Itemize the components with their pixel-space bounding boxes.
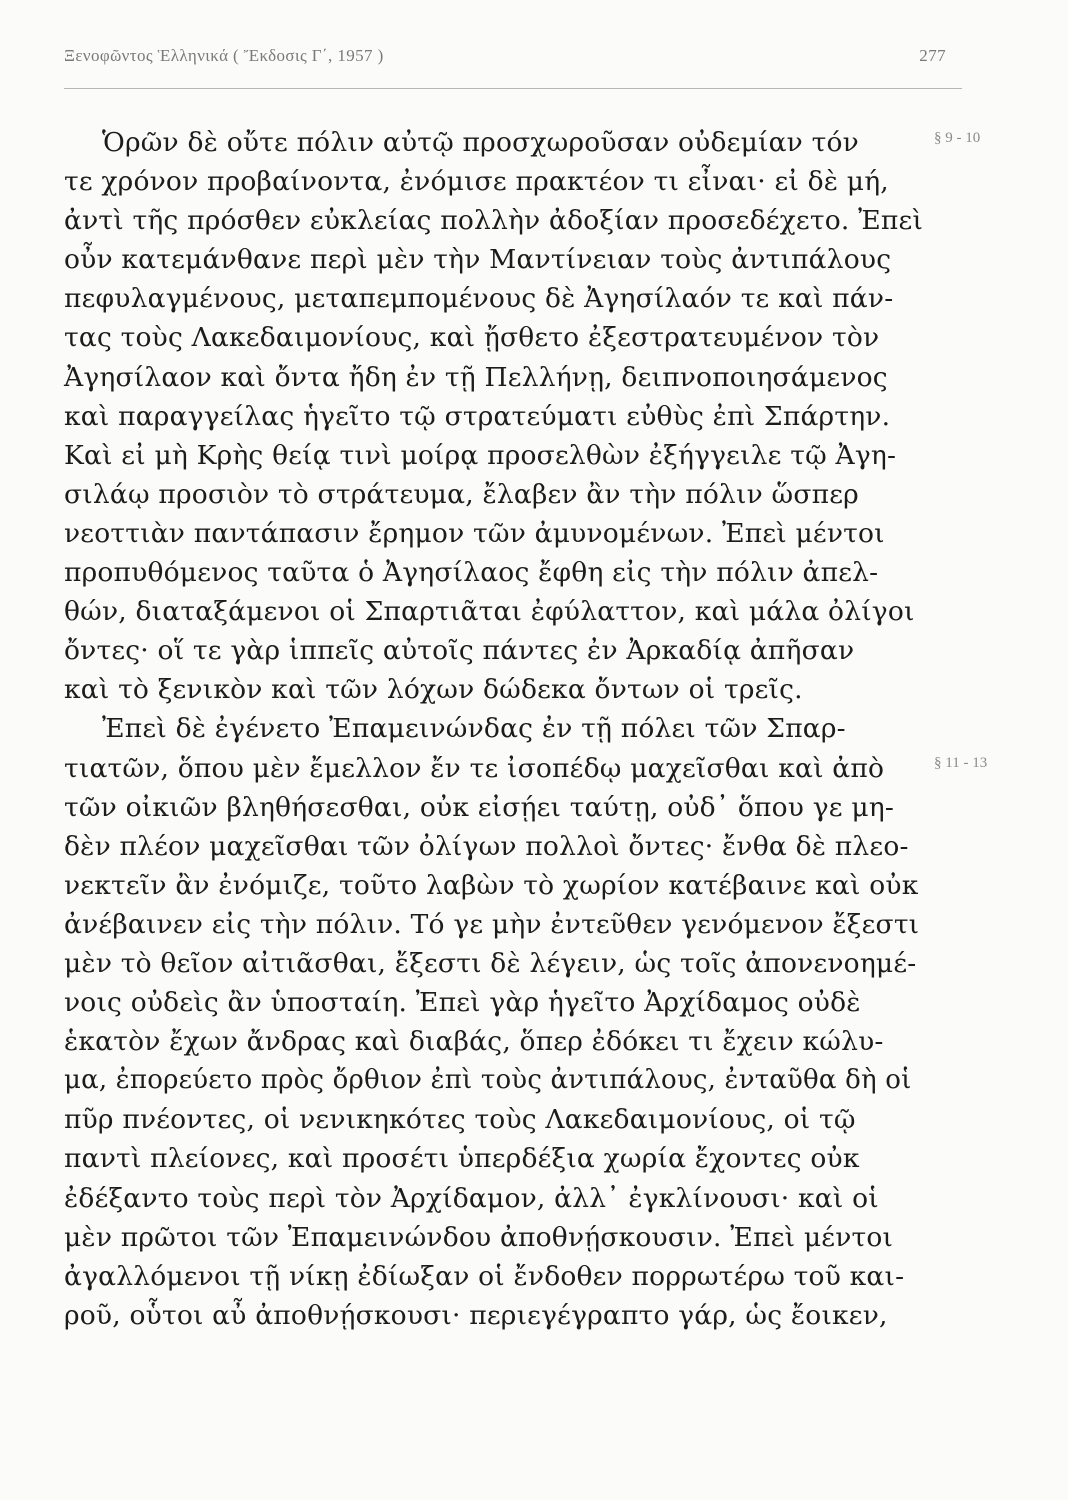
text-line: νεκτεῖν ἂν ἐνόμιζε, τοῦτο λαβὼν τὸ χωρίον κατέβαινε καὶ οὐκ bbox=[64, 869, 919, 901]
text-line: οὖν κατεμάνθανε περὶ μὲν τὴν Μαντίνειαν τοὺς ἀντιπάλους bbox=[64, 244, 892, 276]
text-line: ἐδέξαντο τοὺς περὶ τὸν Ἀρχίδαμον, ἀλλ᾽ ἐγκλίνουσι· καὶ οἱ bbox=[64, 1182, 879, 1214]
text-line: δὲν πλέον μαχεῖσθαι τῶν ὀλίγων πολλοὶ ὄντες· ἔνθα δὲ πλεο- bbox=[64, 830, 909, 862]
text-line: ἑκατὸν ἔχων ἄνδρας καὶ διαβάς, ὅπερ ἐδόκει τι ἔχειν κώλυ- bbox=[64, 1026, 884, 1058]
text-line: μὲν τὸ θεῖον αἰτιᾶσθαι, ἔξεστι δὲ λέγειν, ὡς τοῖς ἀπονενοημέ- bbox=[64, 947, 917, 979]
section-marker: § 9 - 10 bbox=[934, 130, 981, 146]
section-marker: § 11 - 13 bbox=[934, 755, 988, 771]
text-line: τῶν οἰκιῶν βληθήσεσθαι, οὐκ εἰσῄει ταύτῃ, οὐδ᾽ ὅπου γε μη- bbox=[64, 791, 894, 823]
header-rule bbox=[64, 88, 962, 89]
text-line: θών, διαταξάμενοι οἱ Σπαρτιᾶται ἐφύλαττον, καὶ μάλα ὀλίγοι bbox=[64, 596, 915, 628]
text-line: παντὶ πλείονες, καὶ προσέτι ὑπερδέξια χωρία ἔχοντες οὐκ bbox=[64, 1143, 860, 1175]
text-line: σιλάῳ προσιὸν τὸ στράτευμα, ἔλαβεν ἂν τὴν πόλιν ὥσπερ bbox=[64, 478, 859, 510]
text-line: τιατῶν, ὅπου μὲν ἔμελλον ἔν τε ἰσοπέδῳ μαχεῖσθαι καὶ ἀπὸ bbox=[64, 752, 885, 784]
text-line: ἀνέβαινεν εἰς τὴν πόλιν. Τό γε μὴν ἐντεῦθεν γενόμενον ἔξεστι bbox=[64, 908, 920, 940]
running-header bbox=[64, 46, 996, 76]
text-line: πῦρ πνέοντες, οἱ νενικηκότες τοὺς Λακεδαιμονίους, οἱ τῷ bbox=[64, 1104, 856, 1136]
text-line: Ἐπεὶ δὲ ἐγένετο Ἐπαμεινώνδας ἐν τῇ πόλει τῶν Σπαρ- bbox=[102, 713, 846, 745]
text-line: μα, ἐπορεύετο πρὸς ὄρθιον ἐπὶ τοὺς ἀντιπάλους, ἐνταῦθα δὴ οἱ bbox=[64, 1065, 912, 1096]
text-line: Καὶ εἰ μὴ Κρὴς θείᾳ τινὶ μοίρᾳ προσελθὼν ἐξήγγειλε τῷ Ἀγη- bbox=[64, 439, 897, 471]
text-line: προπυθόμενος ταῦτα ὁ Ἀγησίλαος ἔφθη εἰς τὴν πόλιν ἀπελ- bbox=[64, 557, 879, 589]
text-line: μὲν πρῶτοι τῶν Ἐπαμεινώνδου ἀποθνῄσκουσιν. Ἐπεὶ μέντοι bbox=[64, 1221, 894, 1253]
text-line: πεφυλαγμένους, μεταπεμπομένους δὲ Ἀγησίλαόν τε καὶ πάν- bbox=[64, 283, 894, 315]
text-block bbox=[64, 123, 924, 1335]
running-title: Ξενοφῶντος Ἑλληνικά ( Ἔκδοσις Γ΄, 1957 ) bbox=[64, 46, 384, 65]
text-line: νεοττιὰν παντάπασιν ἔρημον τῶν ἀμυνομένων. Ἐπεὶ μέντοι bbox=[64, 517, 885, 549]
text-line: καὶ παραγγείλας ἡγεῖτο τῷ στρατεύματι εὐθὺς ἐπὶ Σπάρτην. bbox=[64, 400, 891, 432]
text-line: τε χρόνον προβαίνοντα, ἐνόμισε πρακτέον τι εἶναι· εἰ δὲ μή, bbox=[64, 166, 889, 198]
text-line: Ὁρῶν δὲ οὔτε πόλιν αὐτῷ προσχωροῦσαν οὐδεμίαν τόν bbox=[102, 127, 859, 158]
text-line: ὄντες· οἵ τε γὰρ ἱππεῖς αὐτοῖς πάντες ἐν Ἀρκαδίᾳ ἀπῆσαν bbox=[64, 635, 855, 667]
text-line: ἀντὶ τῆς πρόσθεν εὐκλείας πολλὴν ἀδοξίαν προσεδέχετο. Ἐπεὶ bbox=[64, 205, 924, 237]
text-line: τας τοὺς Λακεδαιμονίους, καὶ ᾔσθετο ἐξεστρατευμένον τὸν bbox=[64, 322, 880, 354]
text-line: ἀγαλλόμενοι τῇ νίκῃ ἐδίωξαν οἱ ἔνδοθεν πορρωτέρω τοῦ και- bbox=[64, 1260, 905, 1292]
page-number: 277 bbox=[919, 46, 946, 65]
text-line: ροῦ, οὗτοι αὖ ἀποθνῄσκουσι· περιεγέγραπτο γάρ, ὡς ἔοικεν, bbox=[64, 1299, 888, 1331]
text-line: Ἀγησίλαον καὶ ὄντα ἤδη ἐν τῇ Πελλήνῃ, δειπνοποιησάμενος bbox=[64, 361, 888, 393]
text-line: καὶ τὸ ξενικὸν καὶ τῶν λόχων δώδεκα ὄντων οἱ τρεῖς. bbox=[64, 674, 803, 706]
text-line: νοις οὐδεὶς ἂν ὑποσταίη. Ἐπεὶ γὰρ ἡγεῖτο Ἀρχίδαμος οὐδὲ bbox=[64, 987, 861, 1019]
